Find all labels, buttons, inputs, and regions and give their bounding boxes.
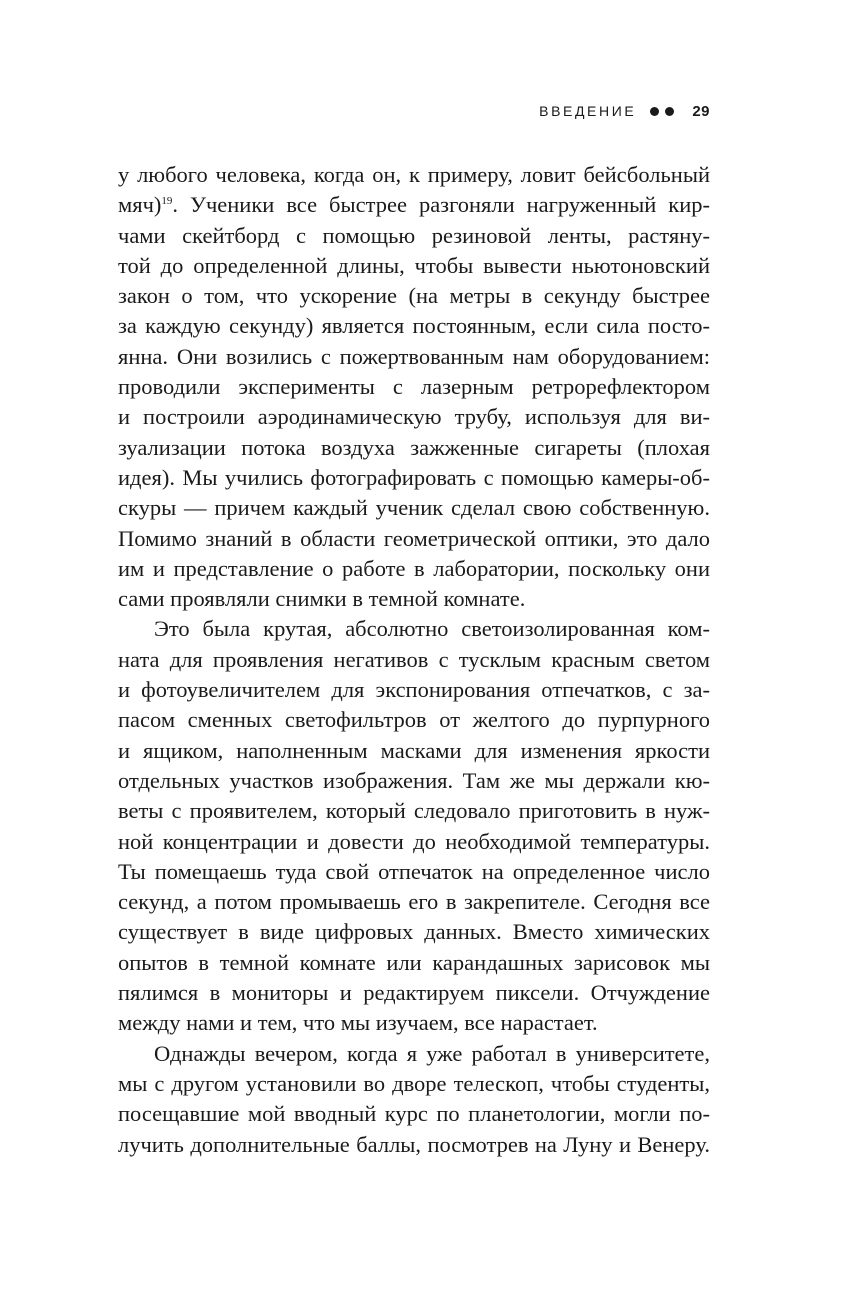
text-line: зуализации потока воздуха зажженные сигареты (плохая — [118, 434, 710, 460]
text-line: проводили эксперименты с лазерным ретрорефлектором — [118, 374, 710, 400]
text-line: Помимо знаний в области геометрической оптики, это дало — [118, 525, 710, 551]
text-line: между нами и тем, что мы изучаем, все нарастает. — [118, 1010, 598, 1036]
text-line: опытов в темной комнате или карандашных зарисовок мы — [118, 949, 710, 975]
text-line: за каждую секунду) является постоянным, если сила посто- — [118, 313, 710, 339]
text-line: сами проявляли снимки в темной комнате. — [118, 586, 526, 612]
text-line: Ты помещаешь туда свой отпечаток на определенное число — [118, 858, 710, 884]
text-line: Однажды вечером, когда я уже работал в университете, — [154, 1040, 710, 1066]
body-text — [118, 160, 710, 1160]
text-line: чами скейтборд с помощью резиновой ленты, растяну- — [118, 222, 710, 248]
text-line: существует в виде цифровых данных. Вместо химических — [118, 919, 710, 945]
text-line: и фотоувеличителем для экспонирования отпечатков, с за- — [118, 677, 710, 703]
dot-icon — [665, 107, 674, 116]
text-line: той до определенной длины, чтобы вывести ньютоновский — [118, 252, 710, 278]
page-number: 29 — [692, 102, 710, 120]
text-line: Это была крутая, абсолютно светоизолированная ком- — [154, 616, 710, 642]
text-line: им и представление о работе в лаборатории, поскольку они — [118, 555, 710, 581]
section-title: ВВЕДЕНИЕ — [539, 103, 637, 119]
text-line: посещавшие мой вводный курс по планетологии, могли по- — [118, 1101, 710, 1127]
text-line: ной концентрации и довести до необходимой температуры. — [118, 828, 710, 854]
text-fragment: . Ученики все быстрее разгоняли нагруженный кир- — [172, 192, 710, 218]
footnote-reference[interactable]: 19 — [161, 195, 173, 208]
text-line: отдельных участков изображения. Там же мы держали кю- — [118, 767, 710, 793]
text-line-with-footnote — [118, 190, 710, 220]
running-header — [539, 99, 710, 123]
text-line: пялимся в мониторы и редактируем пиксели. Отчуждение — [118, 980, 710, 1006]
header-ornament-dots — [650, 107, 674, 116]
text-line: веты с проявителем, который следовало приготовить в нуж- — [118, 798, 710, 824]
text-line: скуры — причем каждый ученик сделал свою собственную. — [118, 495, 710, 521]
text-line: и построили аэродинамическую трубу, используя для ви- — [118, 404, 710, 430]
text-line: секунд, а потом промываешь его в закрепителе. Сегодня все — [118, 889, 710, 915]
text-line: ната для проявления негативов с тусклым красным светом — [118, 646, 710, 672]
text-line: у любого человека, когда он, к примеру, ловит бейсбольный — [118, 162, 710, 187]
dot-icon — [650, 107, 659, 116]
text-line: пасом сменных светофильтров от желтого до пурпурного — [118, 707, 710, 733]
text-line: и ящиком, наполненным масками для изменения яркости — [118, 737, 710, 763]
text-line: мы с другом установили во дворе телескоп, чтобы студенты, — [118, 1070, 710, 1096]
text-line: идея). Мы учились фотографировать с помощью камеры-об- — [118, 464, 710, 490]
text-fragment: мяч) — [118, 192, 162, 218]
text-line: янна. Они возились с пожертвованным нам оборудованием: — [118, 343, 710, 369]
text-line: лучить дополнительные баллы, посмотрев на Луну и Венеру. — [118, 1131, 710, 1157]
text-line: закон о том, что ускорение (на метры в секунду быстрее — [118, 283, 710, 309]
